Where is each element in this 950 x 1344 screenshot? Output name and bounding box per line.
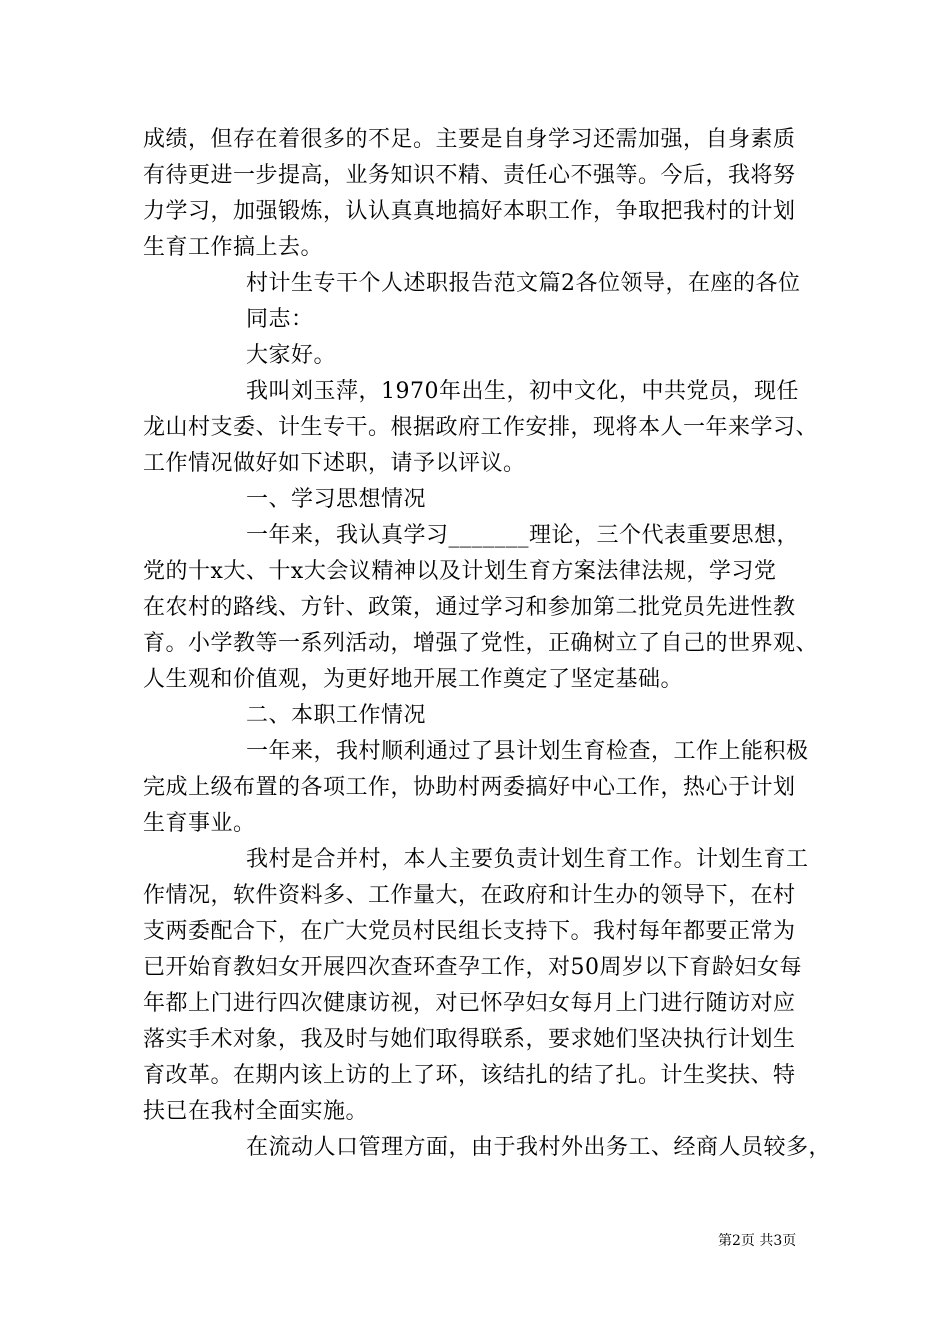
text-line: 工作情况做好如下述职，请予以评议。	[143, 451, 526, 476]
text-line: 扶已在我村全面实施。	[143, 1099, 369, 1124]
text-line: 龙山村支委、计生专干。根据政府工作安排，现将本人一年来学习、	[143, 415, 819, 440]
text-line: 已开始育教妇女开展四次查环查孕工作，对50周岁以下育龄妇女每	[143, 955, 802, 980]
text-line: 我村是合并村，本人主要负责计划生育工作。计划生育工	[246, 847, 809, 872]
text-line: 一年来，我认真学习_______理论，三个代表重要思想，	[246, 523, 800, 548]
text-line: 育。小学教等一系列活动，增强了党性，正确树立了自己的世界观、	[143, 631, 819, 656]
text-line: 作情况，软件资料多、工作量大，在政府和计生办的领导下，在村	[143, 883, 796, 908]
text-line: 育改革。在期内该上访的上了环，该结扎的结了扎。计生奖扶、特	[143, 1063, 796, 1088]
text-line: 在农村的路线、方针、政策，通过学习和参加第二批党员先进性教	[143, 595, 796, 620]
text-line: 有待更进一步提高，业务知识不精、责任心不强等。今后，我将努	[143, 163, 796, 188]
page-footer: 第2页 共3页	[718, 1233, 797, 1249]
text-line: 我叫刘玉萍，1970年出生，初中文化，中共党员，现任	[246, 379, 799, 404]
text-line: 同志：	[246, 307, 314, 332]
text-line: 力学习，加强锻炼，认认真真地搞好本职工作，争取把我村的计划	[143, 199, 796, 224]
text-line: 年都上门进行四次健康访视，对已怀孕妇女每月上门进行随访对应	[143, 991, 796, 1016]
text-line: 生育工作搞上去。	[143, 235, 324, 260]
text-line: 成绩，但存在着很多的不足。主要是自身学习还需加强，自身素质	[143, 127, 796, 152]
text-line: 一年来，我村顺利通过了县计划生育检查，工作上能积极	[246, 739, 809, 764]
greeting-line: 大家好。	[246, 343, 337, 368]
section-heading: 二、本职工作情况	[246, 703, 427, 728]
text-line: 生育事业。	[143, 811, 256, 836]
section-heading: 村计生专干个人述职报告范文篇2各位领导，在座的各位	[246, 271, 801, 296]
text-line: 落实手术对象，我及时与她们取得联系，要求她们坚决执行计划生	[143, 1027, 796, 1052]
text-line: 党的十x大、十x大会议精神以及计划生育方案法律法规，学习党	[143, 559, 777, 584]
text-line: 在流动人口管理方面，由于我村外出务工、经商人员较多，	[246, 1135, 832, 1160]
text-line: 人生观和价值观，为更好地开展工作奠定了坚定基础。	[143, 667, 684, 692]
text-line: 支两委配合下，在广大党员村民组长支持下。我村每年都要正常为	[143, 919, 796, 944]
text-line: 完成上级布置的各项工作，协助村两委搞好中心工作，热心于计划	[143, 775, 796, 800]
section-heading: 一、学习思想情况	[246, 487, 427, 512]
